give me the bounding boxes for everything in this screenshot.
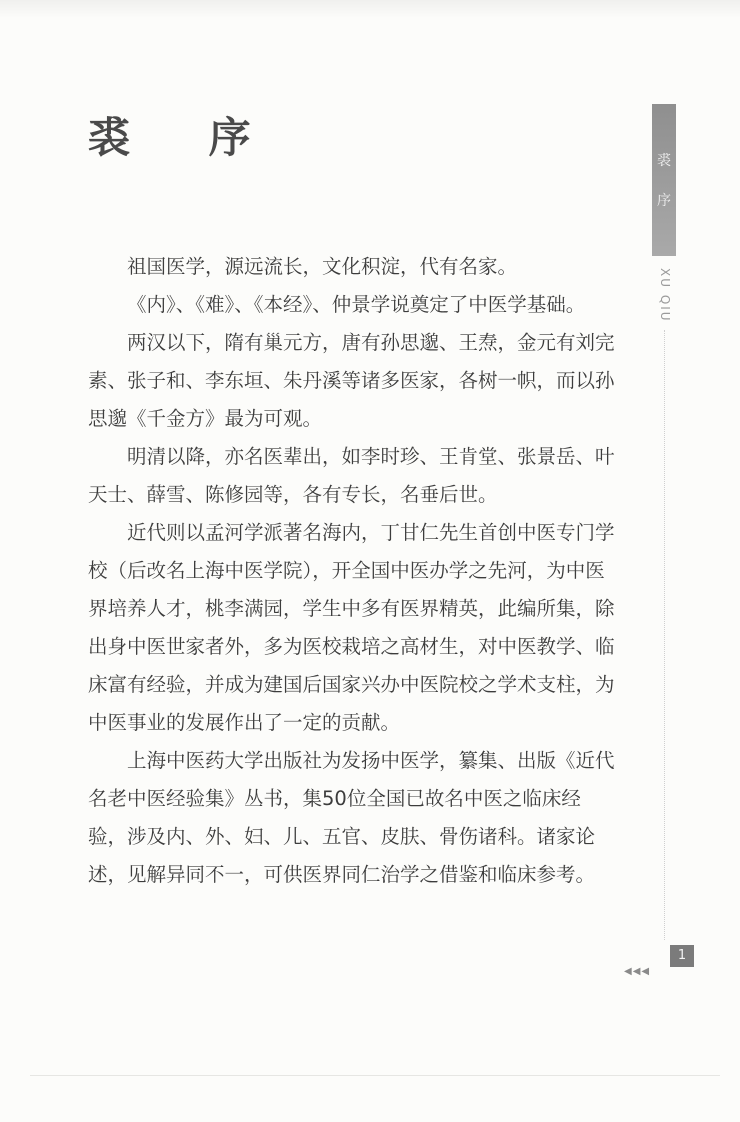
paragraph-5: 近代则以孟河学派著名海内，丁甘仁先生首创中医专门学校（后改名上海中医学院），开全国中医办学之先河，为中医界培养人才，桃李满园，学生中多有医界精英，此编所集，除出身中医世家者外，多为医校栽培之高材生，对中医教学、临床富有经验，并成为建国后国家兴办中医院校之学术支柱，为中医事业的发展作出了一定的贡献。 — [88, 521, 615, 734]
paragraph-1: 祖国医学，源远流长，文化积淀，代有名家。 — [127, 255, 518, 278]
body-text — [88, 248, 618, 894]
paragraph-2: 《内》、《难》、《本经》、仲景学说奠定了中医学基础。 — [127, 293, 586, 316]
chapter-side-tab — [652, 104, 676, 256]
page-number: 1 — [670, 945, 694, 967]
side-dotted-line — [664, 330, 665, 940]
side-pinyin: XU QIU — [658, 268, 672, 323]
page-title: 裘 序 — [88, 113, 283, 162]
bottom-divider — [30, 1075, 720, 1076]
paragraph-6: 上海中医药大学出版社为发扬中医学，纂集、出版《近代名老中医经验集》丛书，集50位全国已故名中医之临床经验，涉及内、外、妇、儿、五官、皮肤、骨伤诸科。诸家论述，见解异同不一，可供医界同仁治学之借鉴和临床参考。 — [88, 749, 615, 886]
paragraph-3: 两汉以下，隋有巢元方，唐有孙思邈、王焘，金元有刘完素、张子和、李东垣、朱丹溪等诸多医家，各树一帜，而以孙思邈《千金方》最为可观。 — [88, 331, 615, 430]
paragraph-4: 明清以降，亦名医辈出，如李时珍、王肯堂、张景岳、叶天士、薛雪、陈修园等，各有专长，名垂后世。 — [88, 445, 615, 506]
side-tab-char-1: 裘 — [657, 153, 671, 169]
page-arrows-icon: ◀◀◀ — [624, 966, 651, 977]
scan-shade — [0, 0, 740, 18]
side-tab-char-2: 序 — [657, 193, 671, 209]
